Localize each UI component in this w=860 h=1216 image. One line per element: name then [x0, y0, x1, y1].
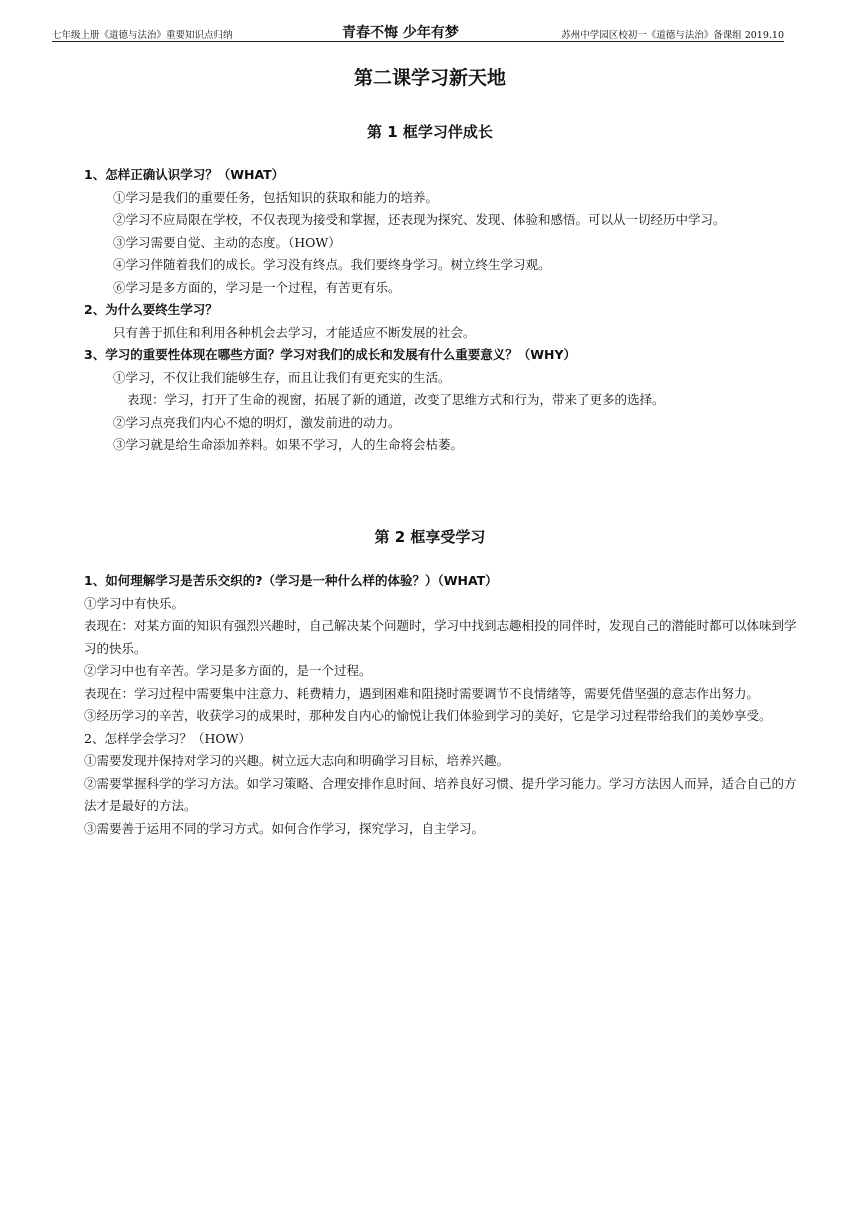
section1-body: [84, 164, 808, 457]
section2-q1-item: 表现在：学习过程中需要集中注意力、耗费精力，遇到困难和阻挠时需要调节不良情绪等，需要凭借坚强的意志作出努力。: [84, 685, 760, 701]
header-right-text: 苏州中学园区校初一《道德与法治》备课组 2019.10: [561, 30, 784, 41]
header-motto: 青春不悔 少年有梦: [342, 25, 459, 41]
section2-q2-item: ②需要掌握科学的学习方法。如学习策略、合理安排作息时间、培养良好习惯、提升学习能力。学习方法因人而异，适合自己的方法才是最好的方法。: [84, 775, 797, 813]
section1-q3-item: ①学习，不仅让我们能够生存，而且让我们有更充实的生活。: [113, 369, 451, 385]
section1-q3-item: ②学习点亮我们内心不熄的明灯，激发前进的动力。: [113, 414, 401, 430]
section1-title: 第 1 框学习伴成长: [367, 123, 493, 141]
section1-question-3: 3、学习的重要性体现在哪些方面？学习对我们的成长和发展有什么重要意义？（WHY）: [84, 347, 576, 362]
section1-q1-item: ①学习是我们的重要任务，包括知识的获取和能力的培养。: [113, 189, 439, 205]
section2-question-2: 2、怎样学会学习？（HOW）: [84, 730, 251, 746]
page-header: [52, 26, 784, 42]
section1-q1-item: ⑥学习是多方面的，学习是一个过程，有苦更有乐。: [113, 279, 401, 295]
section2-q2-item: ③需要善于运用不同的学习方式。如何合作学习，探究学习，自主学习。: [84, 820, 485, 836]
section2-question-1: 1、如何理解学习是苦乐交织的?（学习是一种什么样的体验？）（WHAT）: [84, 573, 498, 588]
section1-q1-item: ③学习需要自觉、主动的态度。（HOW）: [113, 234, 341, 250]
section1-q1-item: ④学习伴随着我们的成长。学习没有终点。我们要终身学习。树立终生学习观。: [113, 257, 551, 272]
section2-q1-item: ②学习中也有辛苦。学习是多方面的，是一个过程。: [84, 663, 372, 678]
section2-body: [84, 570, 808, 840]
section2-q1-item: 表现在：对某方面的知识有强烈兴趣时，自己解决某个问题时，学习中找到志趣相投的同伴时，发现自己的潜能时都可以体味到学习的快乐。: [84, 618, 797, 656]
header-left-text: 七年级上册《道德与法治》重要知识点归纳: [52, 30, 233, 41]
section1-question-2: 2、为什么要终生学习？: [84, 302, 218, 317]
section1-question-1: 1、怎样正确认识学习？（WHAT）: [84, 167, 285, 182]
section2-title: 第 2 框享受学习: [374, 528, 486, 546]
section1-q1-item: ②学习不应局限在学校，不仅表现为接受和掌握，还表现为探究、发现、体验和感悟。可以从一切经历中学习。: [113, 212, 726, 227]
section1-q3-item: 表现：学习，打开了生命的视窗，拓展了新的通道，改变了思维方式和行为，带来了更多的选择。: [127, 392, 665, 407]
section2-q1-item: ③经历学习的辛苦，收获学习的成果时，那种发自内心的愉悦让我们体验到学习的美好，它是学习过程带给我们的美妙享受。: [84, 708, 772, 723]
section2-q1-item: ①学习中有快乐。: [84, 595, 185, 611]
lesson-title: 第二课学习新天地: [353, 67, 506, 89]
section2-q2-item: ①需要发现并保持对学习的兴趣。树立远大志向和明确学习目标，培养兴趣。: [84, 753, 510, 768]
section1-q2-answer: 只有善于抓住和利用各种机会去学习，才能适应不断发展的社会。: [113, 324, 476, 340]
section1-q3-item: ③学习就是给生命添加养料。如果不学习，人的生命将会枯萎。: [113, 437, 464, 452]
